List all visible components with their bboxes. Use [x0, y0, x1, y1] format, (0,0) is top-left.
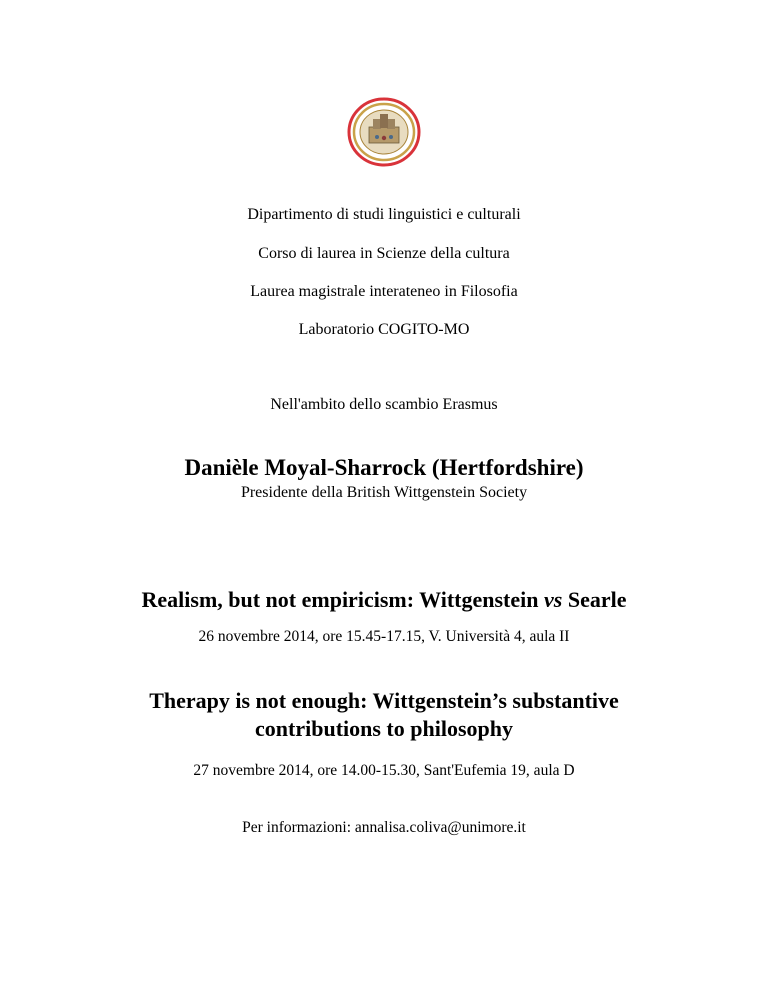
- erasmus-context: Nell'ambito dello scambio Erasmus: [270, 396, 498, 413]
- master-degree-name: Laurea magistrale interateneo in Filosofia: [250, 283, 518, 300]
- university-seal-logo: [347, 97, 421, 167]
- speaker-name: Danièle Moyal-Sharrock (Hertfordshire): [184, 455, 584, 480]
- talk2-title-line2: contributions to philosophy: [255, 716, 513, 741]
- talk1-details: 26 novembre 2014, ore 15.45-17.15, V. Università 4, aula II: [198, 628, 570, 645]
- contact-info: Per informazioni: annalisa.coliva@unimore.it: [242, 819, 526, 836]
- talk1-title: Realism, but not empiricism: Wittgenstein vs Searle: [141, 587, 627, 612]
- speaker-role: Presidente della British Wittgenstein Society: [240, 484, 528, 501]
- department-name: Dipartimento di studi linguistici e culturali: [247, 206, 521, 223]
- course-name: Corso di laurea in Scienze della cultura: [258, 245, 510, 262]
- laboratory-name: Laboratorio COGITO-MO: [298, 321, 470, 338]
- talk2-title-line1: Therapy is not enough: Wittgenstein’s substantive: [149, 688, 619, 713]
- talk2-details: 27 novembre 2014, ore 14.00-15.30, Sant'Eufemia 19, aula D: [193, 762, 575, 779]
